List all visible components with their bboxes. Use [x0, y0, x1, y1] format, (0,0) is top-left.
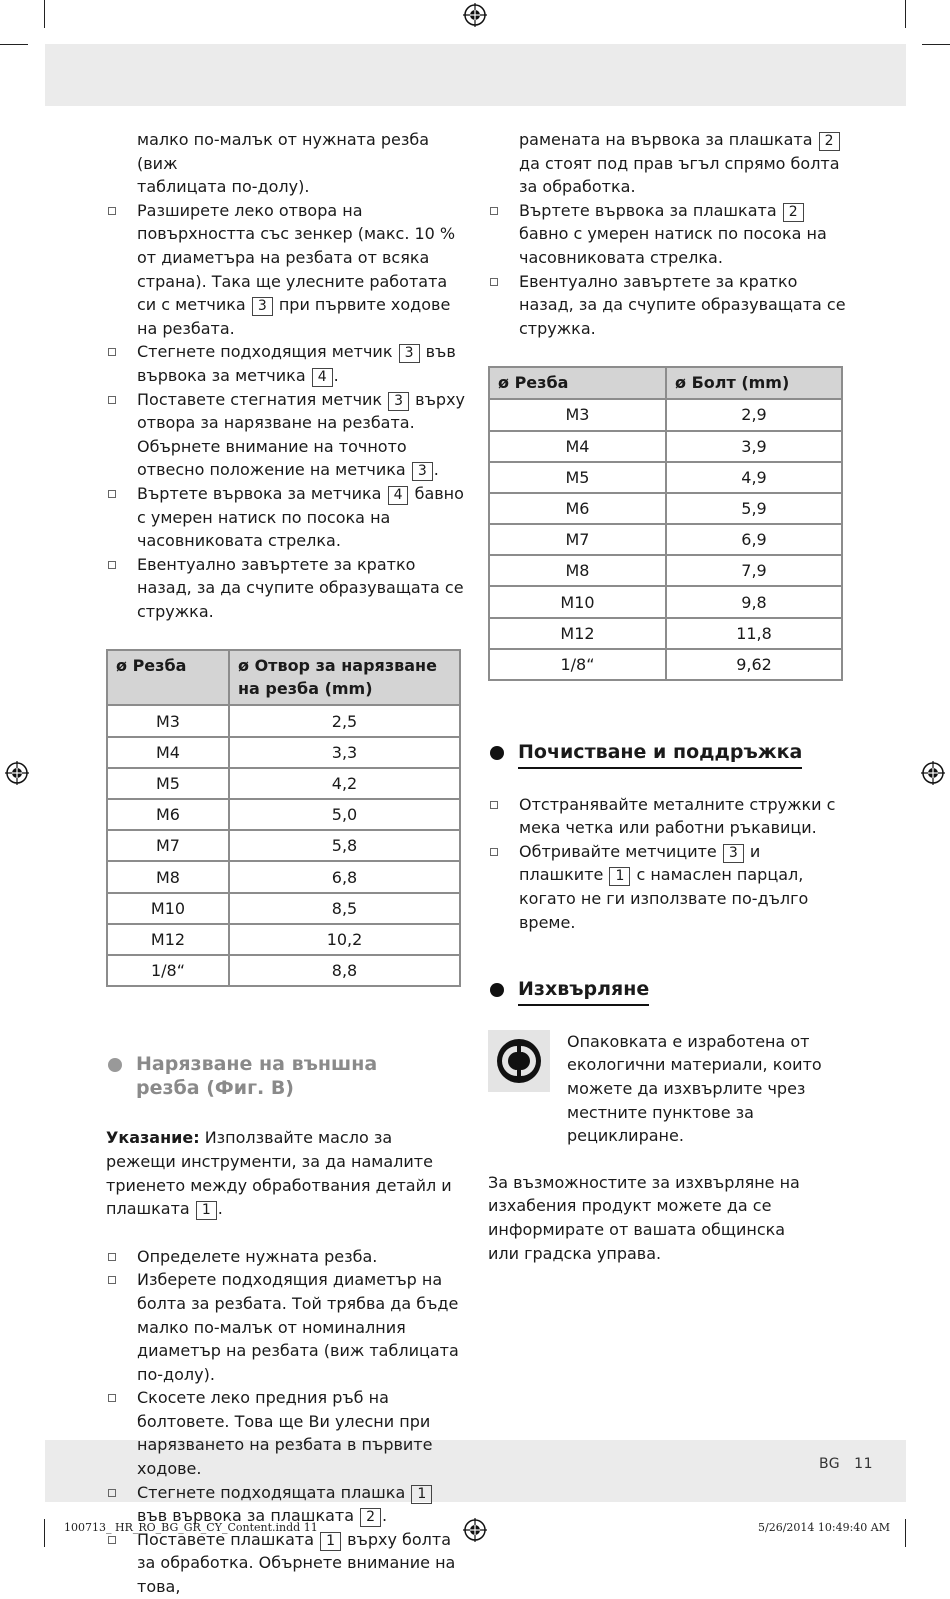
part-number-badge: 3	[723, 844, 744, 863]
slug-datetime: 5/26/2014 10:49:40 AM	[758, 1521, 891, 1534]
section-title: Почистване и поддръжка	[518, 741, 802, 769]
crop-mark	[44, 1519, 45, 1547]
registration-mark-icon	[463, 1518, 487, 1542]
part-number-badge: 4	[312, 368, 333, 387]
list-item	[106, 1481, 466, 1528]
part-number-badge: 1	[411, 1485, 432, 1504]
part-number-badge: 3	[252, 297, 273, 316]
table-row	[489, 524, 842, 555]
part-number-badge: 3	[399, 344, 420, 363]
step-text: Евентуално завъртете за кратко назад, за да счупите образуващата се стружка.	[137, 554, 464, 621]
part-number-badge: 3	[388, 392, 409, 411]
bullet-dot-icon	[490, 746, 504, 760]
table-row	[107, 830, 460, 861]
step-text: .	[433, 460, 439, 480]
step-text: върху отвора за нарязване на резбата. Обърнете внимание на точното отвесно положение на метчика	[137, 389, 466, 480]
bullet-dot-icon	[490, 983, 504, 997]
bullet-square-icon	[108, 1536, 116, 1544]
step-text: и плашките	[519, 841, 761, 885]
table-header: ø Болт (mm)	[666, 367, 842, 399]
die-steps-list	[106, 1245, 466, 1599]
crop-mark	[905, 0, 906, 28]
table-row	[489, 586, 842, 617]
step-text: да стоят под прав ъгъл спрямо болта за обработка.	[519, 153, 840, 197]
bullet-square-icon	[108, 1394, 116, 1402]
table-cell: M6	[489, 493, 666, 524]
part-number-badge: 3	[412, 462, 433, 481]
list-item	[488, 840, 848, 934]
bullet-square-icon	[490, 207, 498, 215]
table-row	[489, 493, 842, 524]
step-text: с намаслен парцал, когато не ги използвате по-дълго време.	[519, 865, 809, 932]
crop-mark	[922, 44, 950, 45]
die-steps-list-continued	[488, 199, 848, 341]
header-band	[45, 44, 906, 106]
part-number-badge: 2	[783, 203, 804, 222]
step-text: Определете нужната резба.	[137, 1246, 378, 1266]
table-header: ø Резба	[107, 650, 229, 705]
note-text: Използвайте масло за режещи инструменти, за да намалите триенето между обработвания детайл и плашката	[106, 1128, 452, 1219]
table-row	[107, 737, 460, 768]
section-disposal	[488, 978, 848, 1006]
step-text: Въртете вървока за метчика	[137, 483, 387, 503]
tap-drill-table	[106, 649, 461, 987]
section-title: Изхвърляне	[518, 978, 649, 1006]
list-item	[106, 1245, 466, 1269]
step-text: Разширете леко отвора на повърхността със зенкер (макс. 10 % от диаметъра на резбата от всяка страна). Така ще улесните работата си с метчика	[137, 200, 456, 315]
part-number-badge: 1	[609, 867, 630, 886]
table-cell: M4	[107, 737, 229, 768]
table-cell: M3	[107, 705, 229, 736]
registration-mark-icon	[921, 761, 945, 785]
note-end: .	[217, 1199, 223, 1219]
table-cell: 4,2	[229, 768, 460, 799]
table-row	[489, 462, 842, 493]
bullet-square-icon	[490, 848, 498, 856]
table-cell: M7	[489, 524, 666, 555]
bullet-dot-icon	[108, 1058, 122, 1072]
step-text: Обтривайте метчиците	[519, 841, 722, 861]
table-row	[107, 705, 460, 736]
table-cell: 2,5	[229, 705, 460, 736]
bullet-square-icon	[490, 801, 498, 809]
step-text: рамената на вървока за плашката	[519, 130, 818, 149]
table-cell: 3,9	[666, 431, 842, 462]
table-row	[107, 768, 460, 799]
step-text: бавно с умерен натиск по посока на часовниковата стрелка.	[519, 224, 827, 267]
table-row	[489, 649, 842, 680]
right-column	[488, 128, 848, 1265]
table-cell: 5,8	[229, 830, 460, 861]
step-text: при първите ходове на резбата.	[137, 295, 451, 338]
part-number-badge: 2	[360, 1508, 381, 1527]
bullet-square-icon	[108, 207, 116, 215]
left-intro-line: малко по-малък от нужната резба (виж	[137, 130, 430, 173]
table-cell: M5	[107, 768, 229, 799]
step-text: във вървока за метчика	[137, 342, 456, 385]
page-number	[819, 1456, 873, 1472]
table-cell: 7,9	[666, 555, 842, 586]
language-code: BG	[818, 1456, 841, 1472]
table-cell: 8,5	[229, 893, 460, 924]
table-cell: 1/8“	[107, 955, 229, 986]
table-row	[107, 893, 460, 924]
bullet-square-icon	[108, 1276, 116, 1284]
bullet-square-icon	[108, 348, 116, 356]
step-text: Поставете стегнатия метчик	[137, 389, 388, 409]
registration-mark-icon	[463, 3, 487, 27]
crop-mark	[905, 1519, 906, 1547]
part-number-badge: 4	[388, 486, 409, 505]
step-text: Поставете плашката	[137, 1529, 320, 1549]
table-cell: 6,9	[666, 524, 842, 555]
bullet-square-icon	[108, 490, 116, 498]
part-number-badge: 1	[320, 1532, 341, 1551]
list-item	[106, 1386, 466, 1480]
list-item	[106, 1528, 466, 1599]
table-cell: 1/8“	[489, 649, 666, 680]
step-text: във вървока за плашката	[137, 1506, 360, 1526]
step-text: .	[333, 365, 339, 385]
page-number-value: 11	[854, 1456, 873, 1472]
table-cell: 5,9	[666, 493, 842, 524]
table-cell: 2,9	[666, 399, 842, 430]
table-row	[107, 861, 460, 892]
section-external-thread	[106, 1053, 466, 1100]
bolt-diameter-table	[488, 366, 843, 681]
table-cell: 3,3	[229, 737, 460, 768]
table-cell: 9,8	[666, 586, 842, 617]
table-cell: 11,8	[666, 618, 842, 649]
table-row	[107, 955, 460, 986]
bullet-square-icon	[108, 1489, 116, 1497]
table-cell: M10	[107, 893, 229, 924]
slug-filename: 100713_ HR_RO_BG_GR_CY_Content.indd 11	[64, 1521, 318, 1534]
table-cell: M5	[489, 462, 666, 493]
list-item	[488, 793, 848, 840]
right-intro	[488, 128, 848, 199]
bullet-square-icon	[108, 396, 116, 404]
list-item	[488, 199, 848, 270]
table-cell: 6,8	[229, 861, 460, 892]
list-item	[106, 199, 466, 341]
step-text: Скосете леко предния ръб на болтовете. Това ще Ви улесни при нарязването на резбата в първите ходове.	[137, 1388, 433, 1479]
crop-mark	[44, 0, 45, 28]
table-row	[489, 555, 842, 586]
list-item	[106, 388, 466, 482]
section-title: Нарязване на външна резба (Фиг. B)	[136, 1053, 378, 1099]
list-item	[488, 270, 848, 341]
step-text: Евентуално завъртете за кратко назад, за да счупите образуващата се стружка.	[519, 271, 846, 338]
table-cell: 10,2	[229, 924, 460, 955]
list-item	[106, 340, 466, 387]
part-number-badge: 2	[819, 132, 840, 151]
step-text: Въртете вървока за плашката	[519, 200, 782, 220]
step-text: Стегнете подходящия метчик	[137, 342, 398, 362]
table-header: ø Отвор за нарязване на резба (mm)	[229, 650, 460, 705]
table-cell: M4	[489, 431, 666, 462]
list-item	[106, 1268, 466, 1386]
table-row	[107, 924, 460, 955]
bullet-square-icon	[108, 1253, 116, 1261]
part-number-badge: 1	[196, 1201, 217, 1220]
table-cell: M8	[107, 861, 229, 892]
list-item	[106, 482, 466, 553]
table-row	[489, 431, 842, 462]
recycle-notice	[488, 1030, 848, 1148]
crop-mark	[0, 44, 28, 45]
step-text: Отстранявайте металните стружки с мека четка или работни ръкавици.	[519, 794, 836, 838]
table-row	[489, 618, 842, 649]
tap-steps-list	[106, 199, 466, 624]
step-text: върху болта за обработка. Обърнете внимание на това,	[137, 1529, 456, 1597]
table-cell: M8	[489, 555, 666, 586]
table-row	[107, 799, 460, 830]
table-cell: 8,8	[229, 955, 460, 986]
note-paragraph	[106, 1126, 466, 1220]
disposal-text: За възможностите за изхвърляне на изхабения продукт можете да се информирате от вашата общинска или градска управа.	[488, 1172, 800, 1263]
table-cell: 5,0	[229, 799, 460, 830]
registration-mark-icon	[5, 761, 29, 785]
cleaning-steps-list	[488, 793, 848, 935]
step-text: бавно с умерен натиск по посока на часовниковата стрелка.	[137, 483, 464, 551]
table-cell: M3	[489, 399, 666, 430]
table-cell: M6	[107, 799, 229, 830]
bullet-square-icon	[108, 561, 116, 569]
bullet-square-icon	[490, 278, 498, 286]
table-cell: 9,62	[666, 649, 842, 680]
step-text: Изберете подходящия диаметър на болта за резбата. Той трябва да бъде малко по-малък от номиналния диаметър на резбата (виж таблицата по-долу).	[137, 1270, 459, 1384]
table-cell: M12	[489, 618, 666, 649]
recycle-text: Опаковката е изработена от екологични материали, които можете да изхвърлите чрез местните пунктове за рециклиране.	[567, 1031, 822, 1146]
left-column	[106, 128, 466, 1599]
step-text: Стегнете подходящата плашка	[137, 1482, 411, 1502]
table-cell: M12	[107, 924, 229, 955]
left-intro-line: таблицата по-долу).	[137, 177, 310, 197]
green-dot-recycle-icon	[488, 1030, 550, 1092]
table-cell: 4,9	[666, 462, 842, 493]
step-text: .	[382, 1506, 388, 1526]
list-item	[106, 553, 466, 624]
section-cleaning	[488, 741, 848, 769]
table-header: ø Резба	[489, 367, 666, 399]
note-label: Указание:	[106, 1128, 200, 1148]
left-intro	[106, 128, 466, 199]
table-row	[489, 399, 842, 430]
table-cell: M10	[489, 586, 666, 617]
table-cell: M7	[107, 830, 229, 861]
